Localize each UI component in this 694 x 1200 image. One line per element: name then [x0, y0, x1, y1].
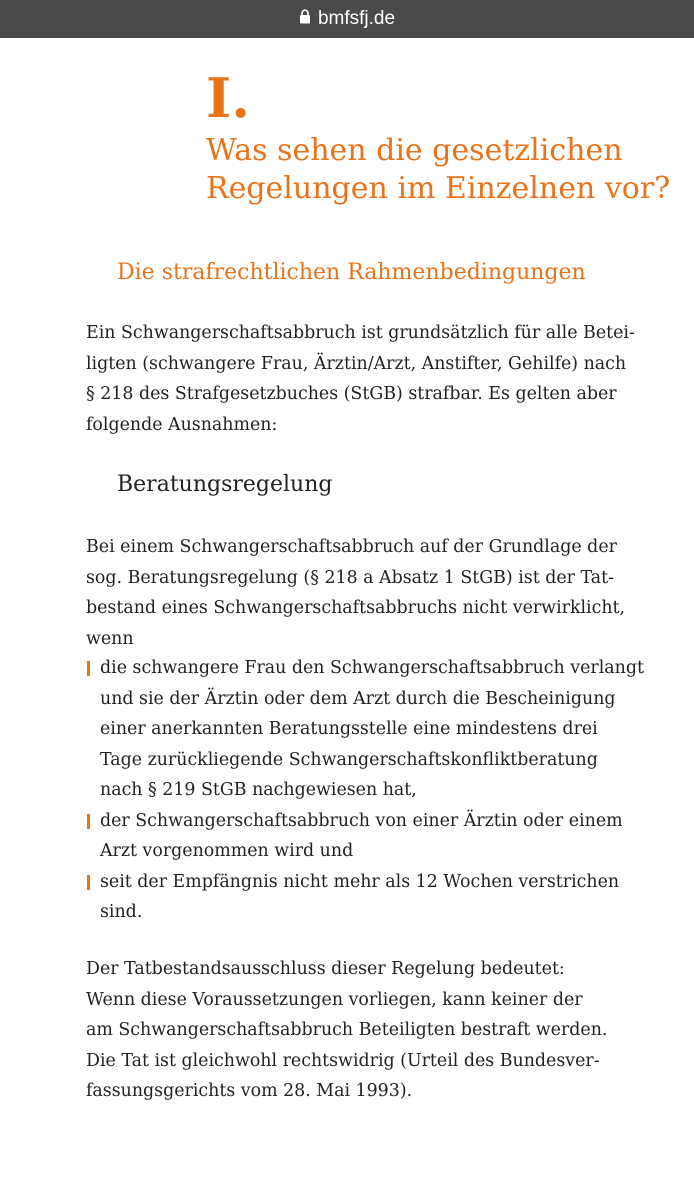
list-item-line: nach § 219 StGB nachgewiesen hat,	[100, 780, 417, 800]
chapter-title-line: Regelungen im Einzelnen vor?	[206, 171, 671, 206]
list-item-line: seit der Empfängnis nicht mehr als 12 Wochen verstrichen	[100, 871, 620, 892]
paragraph-line: Die Tat ist gleichwohl rechtswidrig (Urteil des Bundesver-	[86, 1050, 600, 1071]
list-item-line: Arzt vorgenommen wird und	[100, 841, 354, 861]
list-item	[86, 867, 676, 928]
list-item	[86, 806, 676, 867]
bullet-bar-icon	[87, 661, 90, 676]
chapter-number: I.	[206, 66, 251, 130]
section-heading: Die strafrechtlichen Rahmenbedingungen	[117, 260, 586, 285]
paragraph-line: Wenn diese Voraussetzungen vorliegen, kann keiner der	[86, 989, 583, 1010]
paragraph-line: sog. Beratungsregelung (§ 218 a Absatz 1 StGB) ist der Tat-	[86, 567, 614, 588]
browser-domain: bmfsfj.de	[317, 8, 396, 29]
chapter-title-line: Was sehen die gesetzlichen	[206, 133, 623, 168]
paragraph-line: bestand eines Schwangerschaftsabbruchs nicht verwirklicht,	[86, 598, 626, 618]
list-item-line: die schwangere Frau den Schwangerschaftsabbruch verlangt	[100, 658, 644, 678]
list-item-line: und sie der Ärztin oder dem Arzt durch die Bescheinigung	[100, 688, 616, 709]
browser-address-bar[interactable]	[0, 0, 694, 38]
conditions-list	[86, 653, 676, 928]
subsection-heading: Beratungsregelung	[117, 472, 333, 497]
paragraph-line: am Schwangerschaftsabbruch Beteiligten bestraft werden.	[86, 1020, 608, 1040]
list-item-line: sind.	[100, 902, 143, 922]
conclusion-paragraph	[86, 954, 676, 1107]
paragraph-line: Ein Schwangerschaftsabbruch ist grundsätzlich für alle Betei-	[86, 323, 635, 343]
lock-icon	[299, 8, 311, 30]
paragraph-line: ligten (schwangere Frau, Ärztin/Arzt, Anstifter, Gehilfe) nach	[86, 353, 627, 374]
paragraph-line: § 218 des Strafgesetzbuches (StGB) strafbar. Es gelten aber	[86, 384, 617, 404]
bullet-bar-icon	[87, 814, 90, 829]
list-item	[86, 653, 676, 806]
bullet-bar-icon	[87, 875, 90, 890]
chapter-title	[206, 132, 670, 208]
paragraph-line: Bei einem Schwangerschaftsabbruch auf der Grundlage der	[86, 537, 617, 557]
paragraph-line: fassungsgerichts vom 28. Mai 1993).	[86, 1081, 413, 1101]
list-item-line: einer anerkannten Beratungsstelle eine mindestens drei	[100, 719, 598, 739]
paragraph-line: folgende Ausnahmen:	[86, 414, 278, 435]
list-item-line: Tage zurückliegende Schwangerschaftskonfliktberatung	[100, 749, 598, 770]
regulation-paragraph	[86, 532, 676, 654]
paragraph-line: wenn	[86, 628, 134, 649]
intro-paragraph	[86, 318, 676, 440]
paragraph-line: Der Tatbestandsausschluss dieser Regelung bedeutet:	[86, 959, 565, 979]
list-item-line: der Schwangerschaftsabbruch von einer Ärztin oder einem	[100, 810, 623, 831]
